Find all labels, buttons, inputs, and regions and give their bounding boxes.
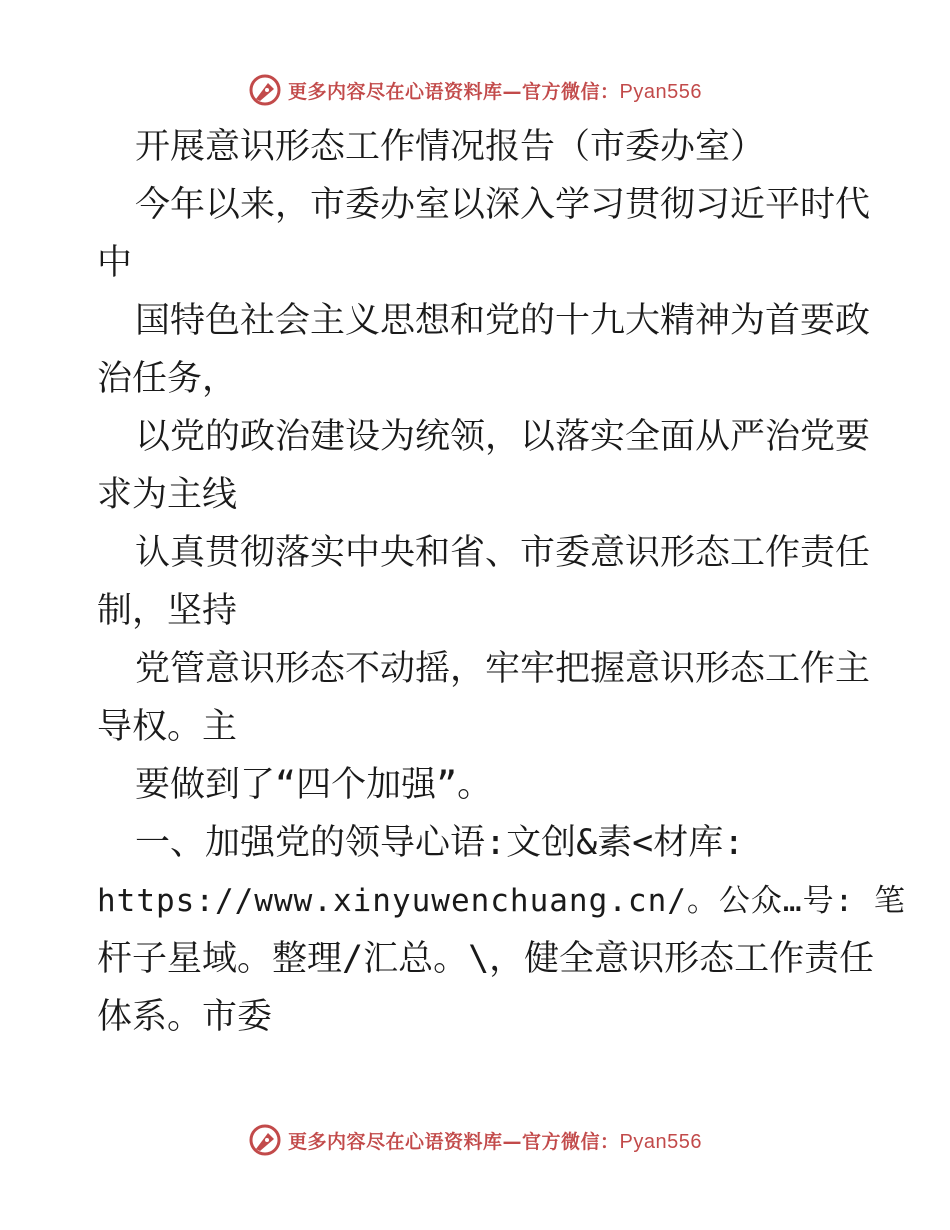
paragraph-line: 求为主线 — [97, 475, 238, 515]
watermark-handle: Pyan556 — [619, 80, 702, 103]
paragraph-line: 以党的政治建设为统领，以落实全面从严治党要 — [135, 417, 871, 457]
paragraph-line: 国特色社会主义思想和党的十九大精神为首要政 — [135, 301, 871, 341]
paragraph-line: 认真贯彻落实中央和省、市委意识形态工作责任 — [135, 533, 871, 573]
document-body — [97, 118, 906, 1046]
paragraph-line: 导权。主 — [97, 707, 238, 747]
footer-watermark — [0, 1120, 950, 1160]
header-watermark — [0, 70, 950, 110]
watermark-handle: Pyan556 — [619, 1130, 702, 1153]
paragraph-line: 今年以来，市委办室以深入学习贯彻习近平时代 — [135, 185, 871, 225]
paragraph-line: 制，坚持 — [97, 591, 238, 631]
paragraph-line: 中 — [97, 243, 133, 283]
watermark-text: 更多内容尽在心语资料库—官方微信：Pyan556 — [288, 1130, 702, 1153]
section-heading: 一、加强党的领导心语:文创&素<材库: — [135, 823, 745, 863]
paragraph-line: 党管意识形态不动摇，牢牢把握意识形态工作主 — [135, 649, 871, 689]
paragraph-line: 体系。市委 — [97, 997, 273, 1037]
watermark-text: 更多内容尽在心语资料库—官方微信：Pyan556 — [288, 80, 702, 103]
paragraph-line-url: https://www.xinyuwenchuang.cn/。公众…号: 笔 — [97, 883, 906, 919]
doc-title: 开展意识形态工作情况报告（市委办室） — [135, 127, 766, 167]
pen-nib-logo-icon — [248, 1123, 282, 1157]
pen-nib-logo-icon — [248, 73, 282, 107]
paragraph-line: 要做到了“四个加强”。 — [135, 765, 493, 805]
paragraph-line: 杆子星域。整理/汇总。\，健全意识形态工作责任 — [97, 939, 875, 979]
paragraph-line: 治任务， — [97, 359, 238, 399]
